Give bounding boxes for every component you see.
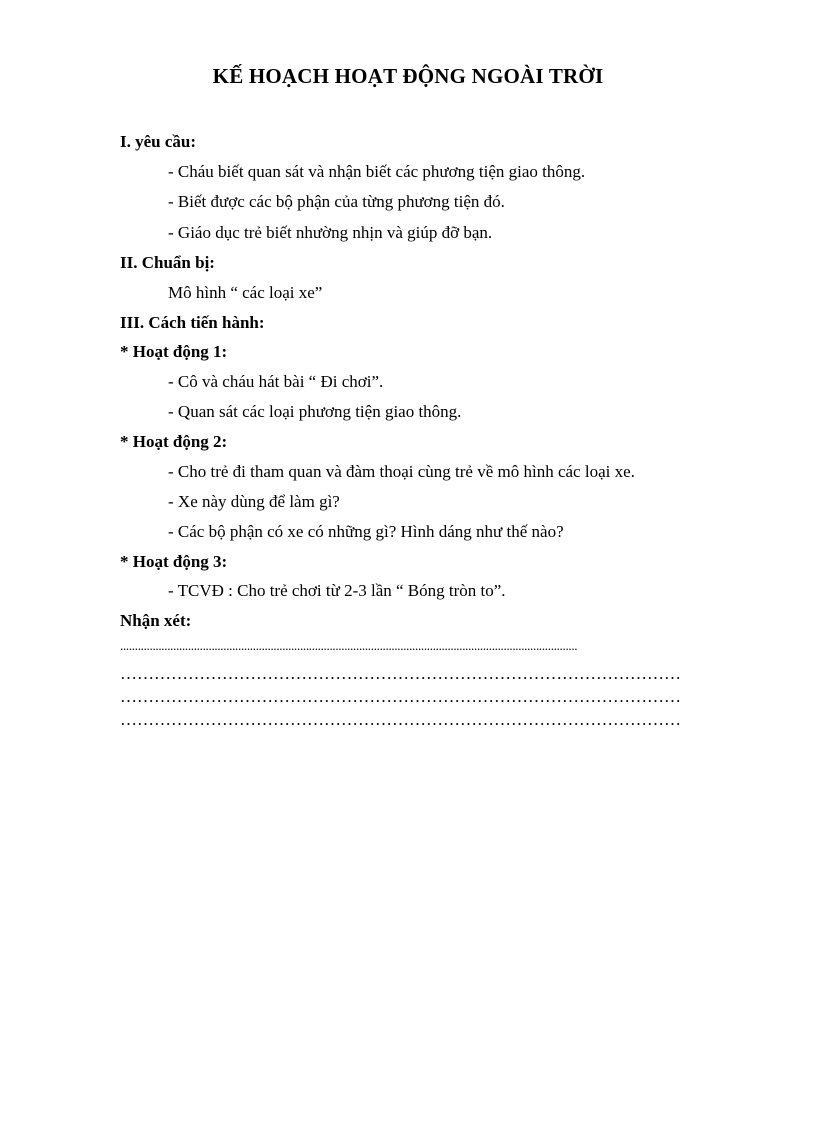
activity-1-item: - Quan sát các loại phương tiện giao thông. bbox=[168, 402, 462, 421]
activity-3-heading: * Hoạt động 3: bbox=[120, 552, 228, 571]
preparation-text: Mô hình “ các loại xe” bbox=[168, 283, 323, 302]
remarks-dotted-line: ……………………………………………………………………………………… bbox=[120, 664, 681, 683]
activity-3-item: - TCVĐ : Cho trẻ chơi từ 2-3 lần “ Bóng tròn to”. bbox=[168, 581, 506, 600]
section-requirements-heading: I. yêu cầu: bbox=[120, 132, 197, 151]
activity-2-item: - Cho trẻ đi tham quan và đàm thoại cùng trẻ về mô hình các loại xe. bbox=[168, 462, 635, 481]
activity-2-item: - Các bộ phận có xe có những gì? Hình dáng như thế nào? bbox=[168, 522, 564, 541]
requirement-item: - Giáo dục trẻ biết nhường nhịn và giúp đỡ bạn. bbox=[168, 223, 493, 242]
document-title: KẾ HOẠCH HOẠT ĐỘNG NGOÀI TRỜI bbox=[212, 64, 604, 88]
activity-1-item: - Cô và cháu hát bài “ Đi chơi”. bbox=[168, 372, 384, 391]
activity-2-item: - Xe này dùng để làm gì? bbox=[168, 492, 340, 511]
activity-2-heading: * Hoạt động 2: bbox=[120, 432, 228, 451]
remarks-dotted-line: ……………………………………………………………………………………… bbox=[120, 687, 681, 706]
remarks-heading: Nhận xét: bbox=[120, 611, 192, 630]
section-procedure-heading: III. Cách tiến hành: bbox=[120, 313, 265, 332]
requirement-item: - Cháu biết quan sát và nhận biết các phương tiện giao thông. bbox=[168, 162, 586, 181]
remarks-dotted-line: ……………………………………………………………………………………… bbox=[120, 710, 681, 729]
section-preparation-heading: II. Chuẩn bị: bbox=[120, 253, 215, 272]
activity-1-heading: * Hoạt động 1: bbox=[120, 342, 228, 361]
requirement-item: - Biết được các bộ phận của từng phương tiện đó. bbox=[168, 192, 505, 211]
remarks-dotted-line: ........................................................................................................................................................... bbox=[120, 638, 578, 653]
